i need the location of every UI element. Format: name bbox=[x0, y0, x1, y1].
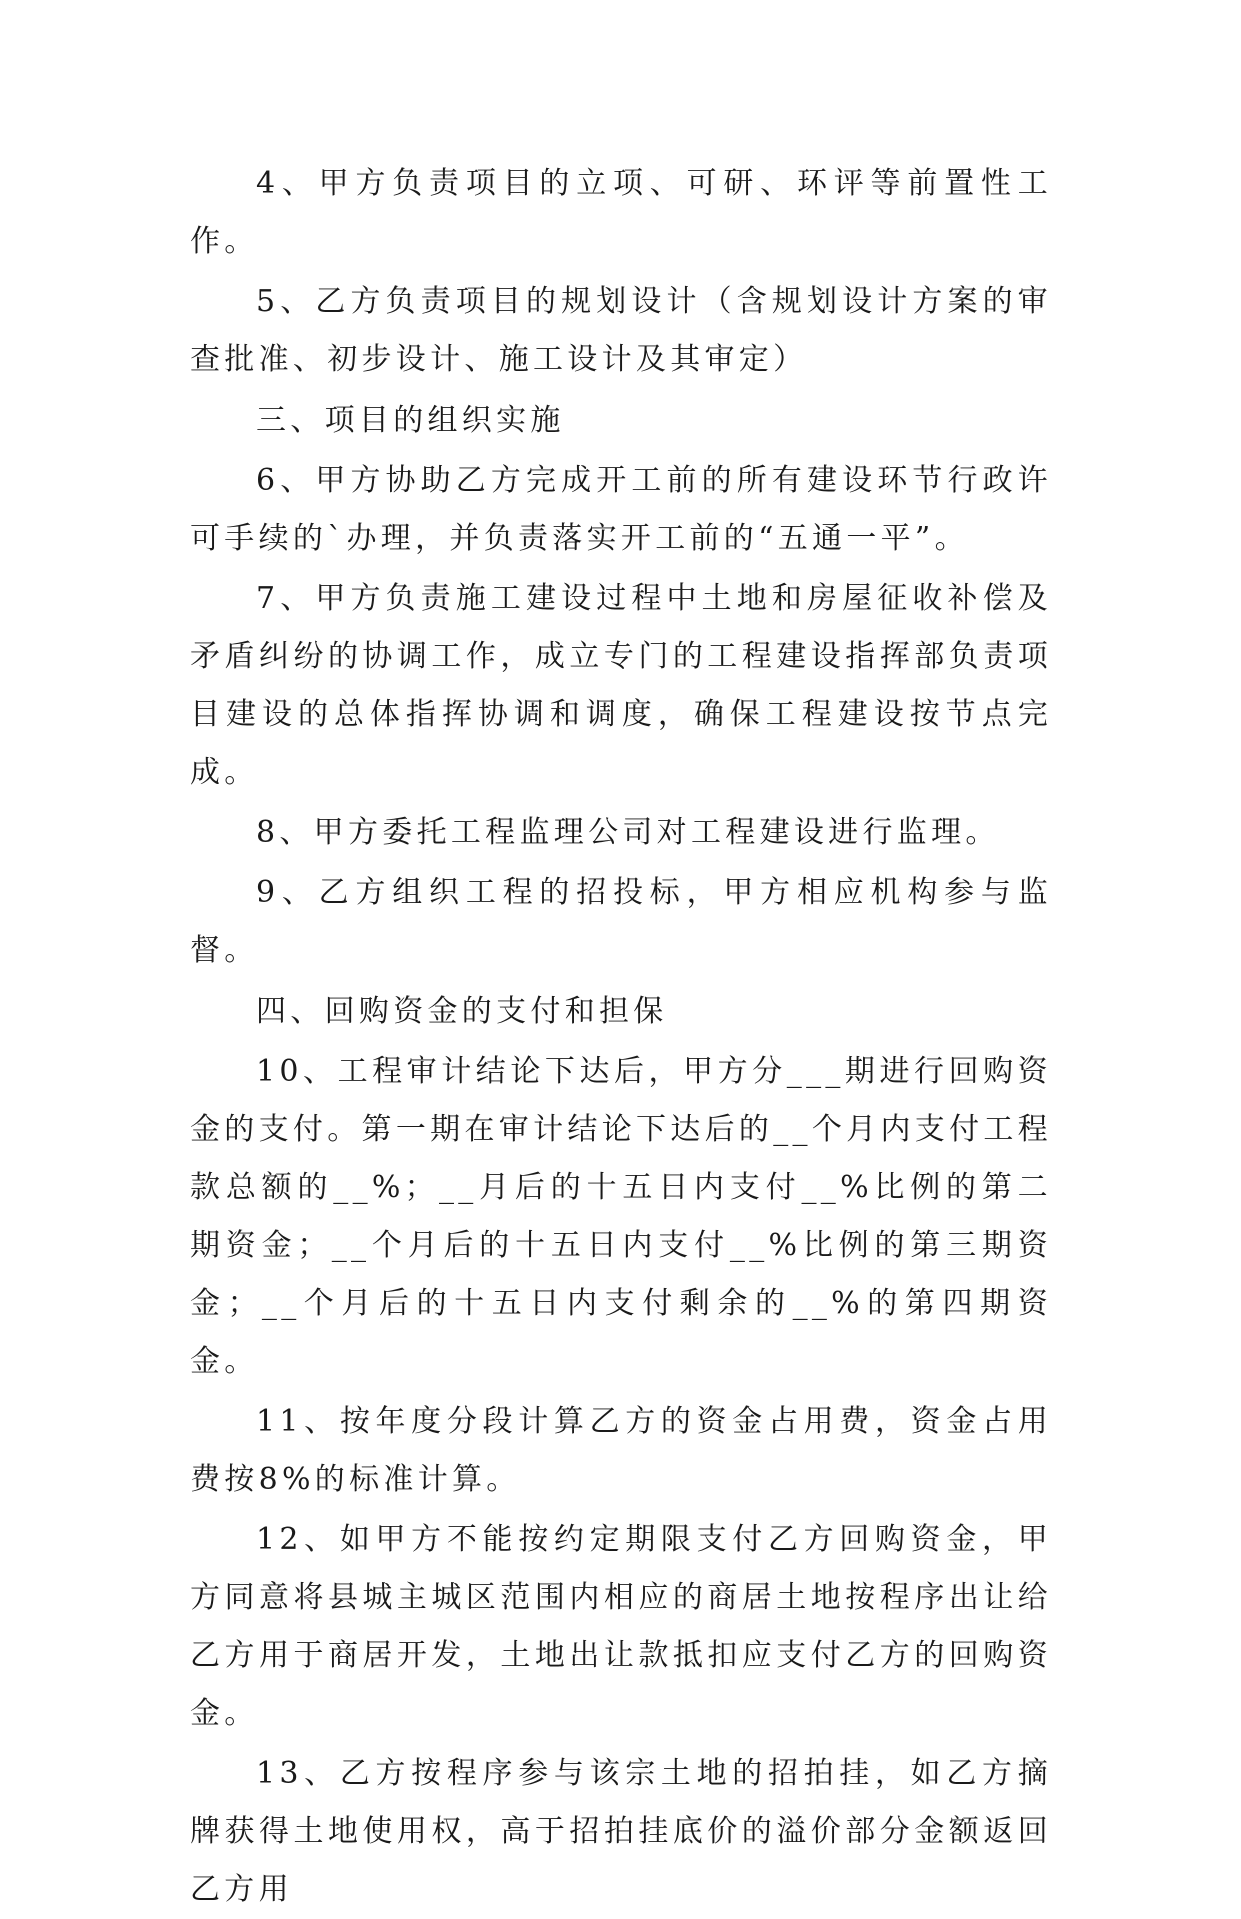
paragraph-9: 9、乙方组织工程的招投标，甲方相应机构参与监督。 bbox=[190, 875, 1052, 968]
paragraph-4: 4、甲方负责项目的立项、可研、环评等前置性工作。 bbox=[190, 166, 1052, 259]
section-heading-3: 三、项目的组织实施 bbox=[256, 403, 565, 438]
paragraph-6: 6、甲方协助乙方完成开工前的所有建设环节行政许可手续的`办理，并负责落实开工前的“五通一平”。 bbox=[190, 463, 1052, 556]
section-heading-4: 四、回购资金的支付和担保 bbox=[256, 994, 668, 1029]
paragraph-13: 13、乙方按程序参与该宗土地的招拍挂，如乙方摘牌获得土地使用权，高于招拍挂底价的溢价部分金额返回乙方用 bbox=[190, 1756, 1052, 1907]
paragraph-7: 7、甲方负责施工建设过程中土地和房屋征收补偿及矛盾纠纷的协调工作，成立专门的工程建设指挥部负责项目建设的总体指挥协调和调度，确保工程建设按节点完成。 bbox=[190, 581, 1052, 790]
paragraph-12: 12、如甲方不能按约定期限支付乙方回购资金，甲方同意将县城主城区范围内相应的商居土地按程序出让给乙方用于商居开发，土地出让款抵扣应支付乙方的回购资金。 bbox=[190, 1522, 1052, 1731]
paragraph-11: 11、按年度分段计算乙方的资金占用费，资金占用费按8%的标准计算。 bbox=[190, 1404, 1052, 1497]
document-body bbox=[190, 155, 1052, 1919]
paragraph-8: 8、甲方委托工程监理公司对工程建设进行监理。 bbox=[256, 815, 1000, 850]
paragraph-5: 5、乙方负责项目的规划设计（含规划设计方案的审查批准、初步设计、施工设计及其审定） bbox=[190, 284, 1052, 377]
paragraph-10: 10、工程审计结论下达后，甲方分___期进行回购资金的支付。第一期在审计结论下达后的__个月内支付工程款总额的__%；__月后的十五日内支付__%比例的第二期资金；__个月后的十五日内支付__%比例的第三期资金；__个月后的十五日内支付剩余的__%的第四期资金。 bbox=[190, 1054, 1052, 1379]
